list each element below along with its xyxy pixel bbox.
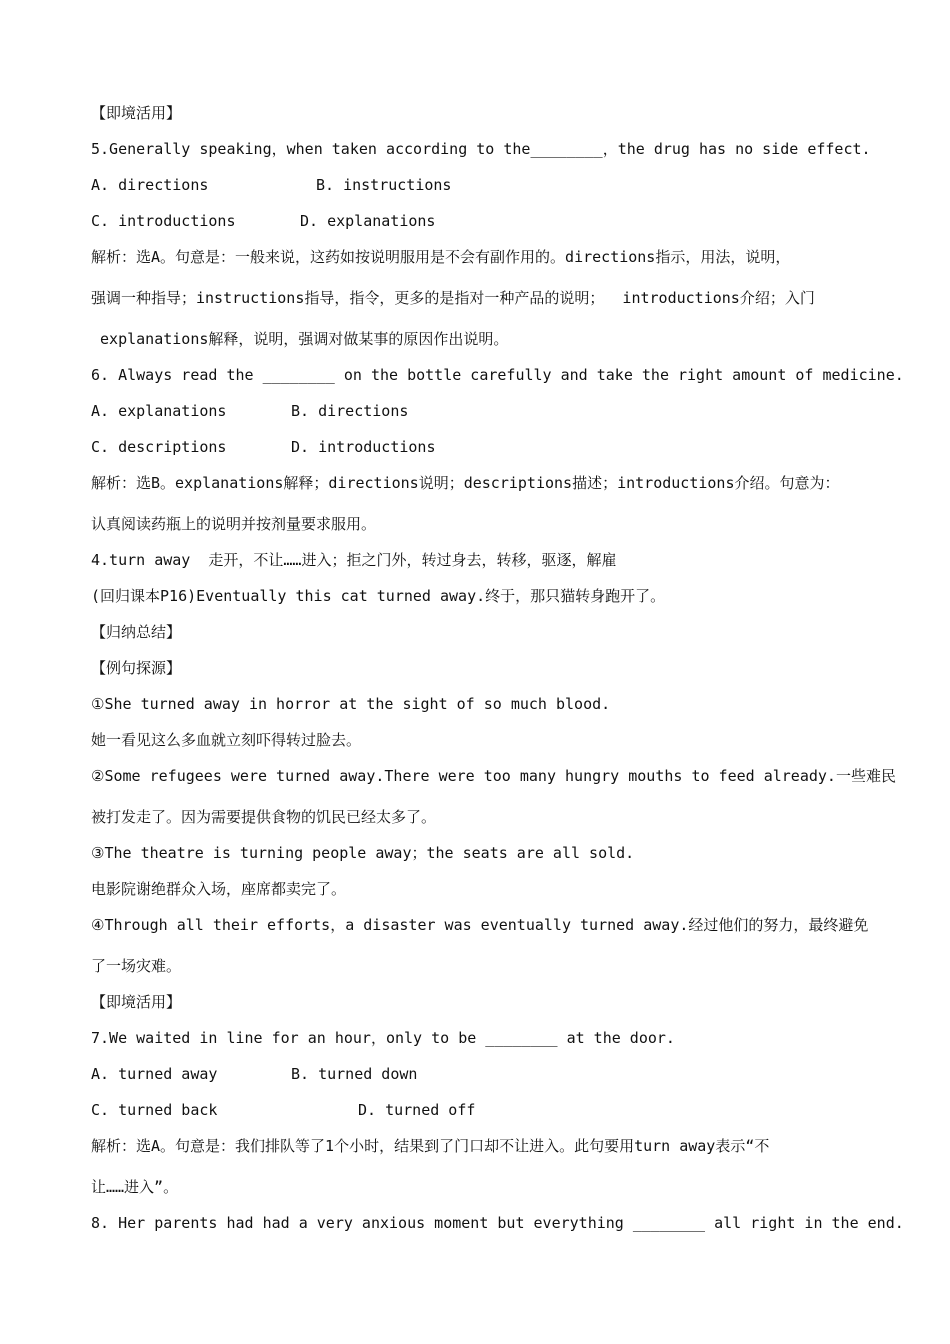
section-heading-examples: 【例句探源】	[91, 659, 182, 677]
q6-option-d: D. introductions	[291, 438, 436, 456]
q7-explanation-line-1: 解析：选A。句意是：我们排队等了1个小时，结果到了门口却不让进入。此句要用turn away表示“不	[91, 1137, 770, 1155]
q6-explanation-line-2: 认真阅读药瓶上的说明并按剂量要求服用。	[91, 515, 377, 533]
section-heading-practice: 【即境活用】	[91, 104, 182, 122]
section-heading-practice-2: 【即境活用】	[91, 993, 182, 1011]
question-8: 8. Her parents had had a very anxious moment but everything ________ all right in the end.	[91, 1214, 904, 1232]
example-1: ①She turned away in horror at the sight of so much blood.	[91, 695, 611, 713]
section-heading-summary: 【归纳总结】	[91, 623, 182, 641]
q7-option-b: B. turned down	[291, 1065, 418, 1083]
q5-option-b: B. instructions	[316, 176, 452, 194]
q7-option-c: C. turned back	[91, 1101, 218, 1119]
example-2-translation: 被打发走了。因为需要提供食物的饥民已经太多了。	[91, 808, 437, 826]
q5-explanation-line-1: 解析：选A。句意是：一般来说，这药如按说明服用是不会有副作用的。directions指示，用法，说明，	[91, 248, 791, 266]
question-5: 5.Generally speaking，when taken according to the________，the drug has no side effect.	[91, 140, 871, 158]
q6-option-c: C. descriptions	[91, 438, 227, 456]
example-1-translation: 她一看见这么多血就立刻吓得转过脸去。	[91, 731, 362, 749]
question-7: 7.We waited in line for an hour，only to be ________ at the door.	[91, 1029, 675, 1047]
example-3: ③The theatre is turning people away；the seats are all sold.	[91, 844, 635, 862]
q5-option-d: D. explanations	[300, 212, 436, 230]
q5-option-c: C. introductions	[91, 212, 236, 230]
q6-option-b: B. directions	[291, 402, 409, 420]
example-2: ②Some refugees were turned away.There were too many hungry mouths to feed already.一些难民	[91, 767, 896, 785]
example-3-translation: 电影院谢绝群众入场，座席都卖完了。	[91, 880, 347, 898]
example-4: ④Through all their efforts，a disaster was eventually turned away.经过他们的努力，最终避免	[91, 916, 869, 934]
question-6: 6. Always read the ________ on the bottle carefully and take the right amount of medicine.	[91, 366, 904, 384]
phrase-4-definition: 4.turn away 走开，不让……进入；拒之门外，转过身去，转移，驱逐，解雇	[91, 551, 617, 569]
q5-explanation-line-2: 强调一种指导；instructions指导，指令，更多的是指对一种产品的说明； introductions介绍；入门	[91, 289, 815, 307]
example-4-translation: 了一场灾难。	[91, 957, 182, 975]
q7-option-a: A. turned away	[91, 1065, 218, 1083]
q5-explanation-line-3: explanations解释，说明，强调对做某事的原因作出说明。	[91, 330, 509, 348]
q7-option-d: D. turned off	[358, 1101, 476, 1119]
q6-explanation-line-1: 解析：选B。explanations解释；directions说明；descriptions描述；introductions介绍。句意为：	[91, 474, 840, 492]
q7-explanation-line-2: 让……进入”。	[91, 1178, 179, 1196]
q5-option-a: A. directions	[91, 176, 209, 194]
q6-option-a: A. explanations	[91, 402, 227, 420]
textbook-reference: (回归课本P16)Eventually this cat turned away.终于，那只猫转身跑开了。	[91, 587, 666, 605]
